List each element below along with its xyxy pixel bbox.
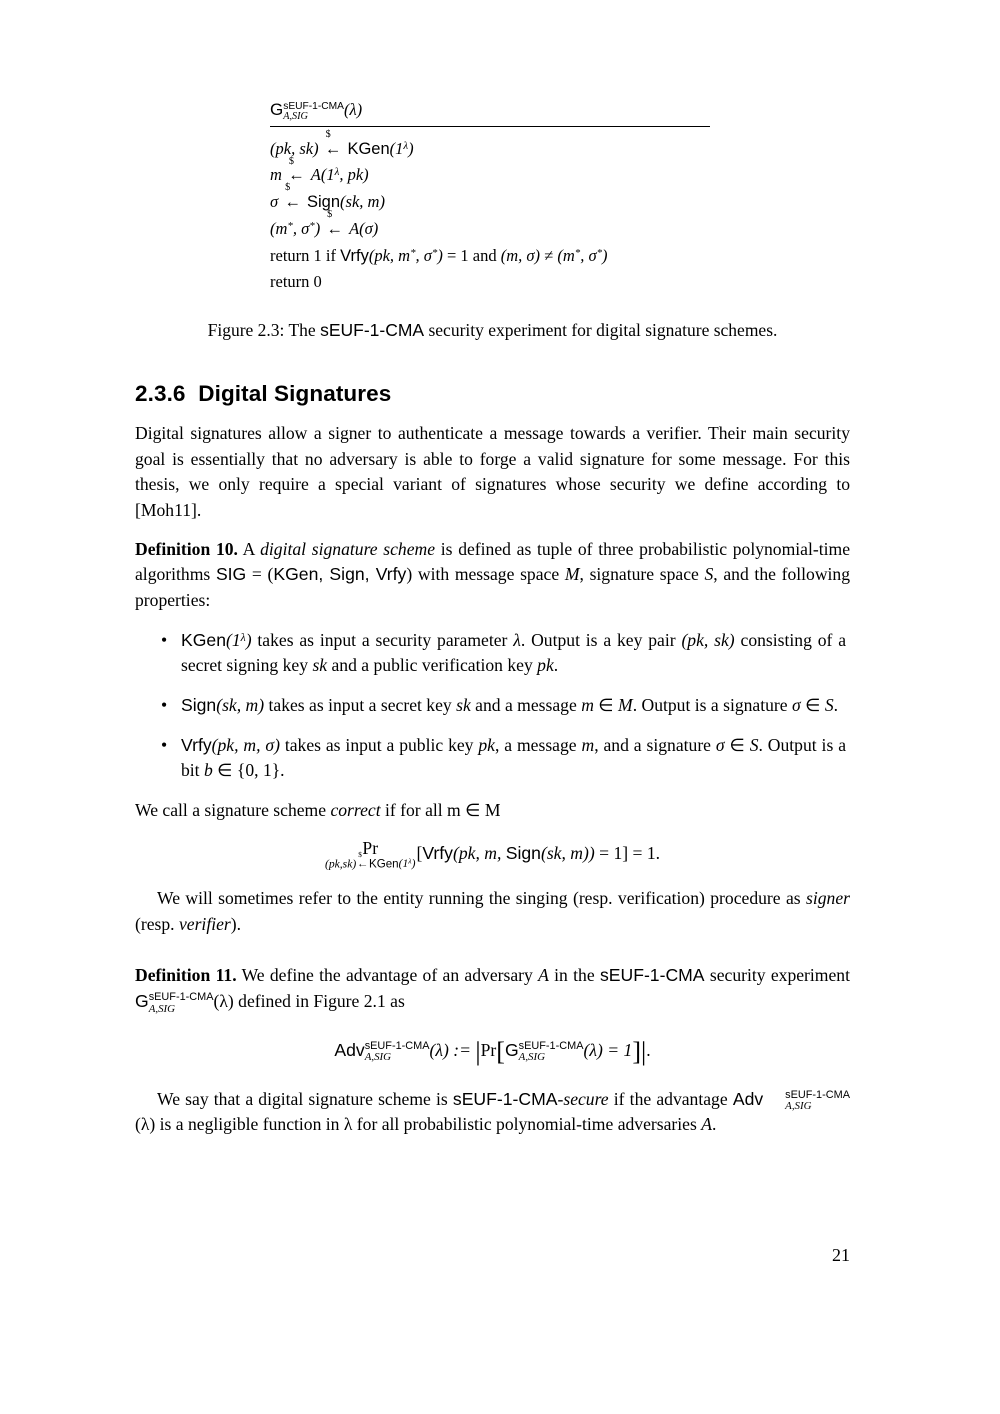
list-item: • Sign(sk, m) takes as input a secret key sk and a message m ∈ M. Output is a signature σ ∈ S. <box>181 693 850 719</box>
pr-symbol: Pr <box>362 837 379 858</box>
game-line-5: return 1 if Vrfy(pk, m*, σ*) = 1 and (m, σ) ≠ (m*, σ*) <box>270 245 608 265</box>
closing-text-a: We say that a digital signature scheme is <box>157 1088 453 1109</box>
section-title: Digital Signatures <box>198 381 392 407</box>
game-title <box>270 100 710 127</box>
closing-text-c: (λ) is a negligible function in λ for all probabilistic polynomial-time adversaries <box>135 1114 702 1135</box>
item-algorithm-name: Sign <box>181 695 217 716</box>
item-algorithm-name: KGen <box>181 629 226 650</box>
definition-10-algs: KGen, Sign, Vrfy <box>273 564 407 585</box>
figure-caption-suffix: security experiment for digital signature schemes. <box>424 320 778 341</box>
closing-text-d: . <box>711 1114 717 1135</box>
signer-verifier-paragraph <box>135 886 850 937</box>
game-line-6: return 0 <box>270 272 322 292</box>
game-symbol: G <box>270 100 284 119</box>
advantage-inner-sup-sub <box>519 1041 584 1063</box>
correctness-text-a: We call a signature scheme <box>135 800 331 821</box>
section-number: 2.3.6 <box>135 381 186 407</box>
game-line-2: m ← $ $A(1^\lambda$, pk) <box>270 155 369 185</box>
definition-11-game-sub: A,SIG <box>148 1002 176 1015</box>
bracket-right: ] <box>632 1036 641 1066</box>
advantage-symbol: Adv <box>334 1039 365 1060</box>
advantage-pr: Pr <box>480 1039 497 1060</box>
closing-advantage-sup-sub <box>763 1090 850 1112</box>
closing-advantage-symbol: Adv <box>732 1088 764 1109</box>
closing-emph: -secure <box>557 1088 609 1109</box>
definition-10-emph: digital signature scheme <box>260 538 436 559</box>
definition-11-adversary: A <box>538 965 549 986</box>
probability-operator <box>324 837 416 871</box>
advantage-inner-game: G <box>504 1039 519 1060</box>
definition-10-properties-list <box>135 628 850 784</box>
correctness-text-b: if for all m ∈ M <box>380 800 501 821</box>
game-line-3: σ ← $ Sign(sk, m) <box>270 182 385 212</box>
page-content <box>135 100 850 1151</box>
definition-11-label: Definition 11. <box>135 965 237 986</box>
game-subscript: A,SIG <box>283 111 308 123</box>
definition-11-game-sup: sEUF-1-CMA <box>148 991 214 1004</box>
closing-notion: sEUF-1-CMA <box>452 1088 558 1109</box>
section-intro-paragraph: Digital signatures allow a signer to authenticate a message towards a verifier. Their main security goal is essentially that no adversary is able to forge a valid signature for some message. For this thesis, we only require a special variant of signatures whose security we define according to [Moh11]. <box>135 423 850 521</box>
abs-bar-left: | <box>475 1036 481 1066</box>
signer-emph: signer <box>806 887 850 908</box>
definition-11-text-a: We define the advantage of an adversary <box>236 965 539 986</box>
definition-10-text-a: A <box>237 538 261 559</box>
signer-text-c: ). <box>230 913 242 934</box>
definition-11-text-b: in the <box>548 965 600 986</box>
advantage-sub: A,SIG <box>364 1051 392 1064</box>
definition-10-paragraph <box>135 537 850 614</box>
advantage-inner-arg: (λ) = 1 <box>583 1039 633 1060</box>
definition-10-text-e: , and the following properties: <box>135 564 851 611</box>
advantage-arg: (λ) := <box>429 1039 472 1060</box>
game-line-1: (pk, sk) ← $ $KGen(1^\lambda)$ <box>270 129 414 158</box>
definition-11-game-symbol: G <box>135 990 149 1011</box>
correctness-equation <box>135 837 850 871</box>
definition-11-text-d: (λ) defined in Figure 2.1 as <box>213 990 405 1011</box>
definition-10-message-space: M <box>564 564 580 585</box>
closing-adversary: A <box>701 1114 712 1135</box>
bracket-left: [ <box>496 1036 505 1066</box>
definition-10-text-d: , signature space <box>579 564 705 585</box>
definition-10-sig: SIG <box>215 564 247 585</box>
game-sup-sub <box>283 102 344 123</box>
advantage-equation: Adv sEUF-1-CMA A,SIG (λ) := |Pr[G sEUF-1-CMA A,SIG (λ) = 1]|. <box>334 1036 651 1066</box>
closing-text-b: if the advantage <box>608 1088 733 1109</box>
figure-caption-prefix: Figure 2.3: The <box>207 320 321 341</box>
advantage-sup: sEUF-1-CMA <box>364 1039 430 1052</box>
definition-11-notion: sEUF-1-CMA <box>599 965 705 986</box>
correctness-equation-body: [Vrfy(pk, m, Sign(sk, m)) = 1] = 1. <box>416 842 661 863</box>
list-item: • Vrfy(pk, m, σ) takes as input a public key pk, a message m, and a signature σ ∈ S. Output is a bit b ∈ {0, 1}. <box>181 733 850 784</box>
section-heading <box>135 381 850 407</box>
verifier-emph: verifier <box>178 913 231 934</box>
list-item: • $KGen(1^\lambda)$ takes as input a security parameter λ. Output is a key pair (pk, sk) consisting of a secret signing key sk and a public verification key pk. <box>181 628 850 679</box>
pr-subscript: (pk,sk)← $ $KGen(1^\lambda)$ <box>324 851 416 871</box>
item-algorithm-name: Vrfy <box>181 734 212 755</box>
correctness-paragraph <box>135 798 850 824</box>
page-number: 21 <box>832 1245 850 1265</box>
game-argument: (λ) <box>343 100 363 119</box>
closing-advantage-sub: A,SIG <box>785 1100 812 1113</box>
definition-11-paragraph <box>135 963 850 1014</box>
correctness-emph: correct <box>330 800 381 821</box>
advantage-inner-sub: A,SIG <box>518 1051 546 1064</box>
definition-10-equals: = ( <box>246 564 274 585</box>
definition-11-text-c: security experiment <box>704 965 850 986</box>
definition-10-text-c: ) with message space <box>406 564 565 585</box>
game-superscript: sEUF-1-CMA <box>283 100 344 112</box>
definition-10-signature-space: S <box>704 564 714 585</box>
figure-caption-notion: sEUF-1-CMA <box>320 320 425 341</box>
advantage-inner-sup: sEUF-1-CMA <box>518 1039 584 1052</box>
closing-advantage-sup: sEUF-1-CMA <box>785 1089 850 1102</box>
definition-11-closing-paragraph <box>135 1087 850 1138</box>
advantage-sup-sub <box>365 1041 430 1063</box>
game-line-4: (m*, σ*) ← $ A(σ) <box>270 209 379 238</box>
game-pseudocode <box>270 127 710 296</box>
definition-10-text-b: is defined as tuple of three probabilistic polynomial-time algorithms <box>135 538 851 585</box>
signer-text-b: (resp. <box>135 913 179 934</box>
definition-11-game-sup-sub <box>149 992 214 1014</box>
definition-10-label: Definition 10. <box>135 538 238 559</box>
abs-bar-right: | <box>640 1036 647 1066</box>
figure-caption <box>135 320 850 341</box>
figure-game-box <box>270 100 710 296</box>
signer-text-a: We will sometimes refer to the entity running the singing (resp. verification) procedure as <box>157 887 807 908</box>
